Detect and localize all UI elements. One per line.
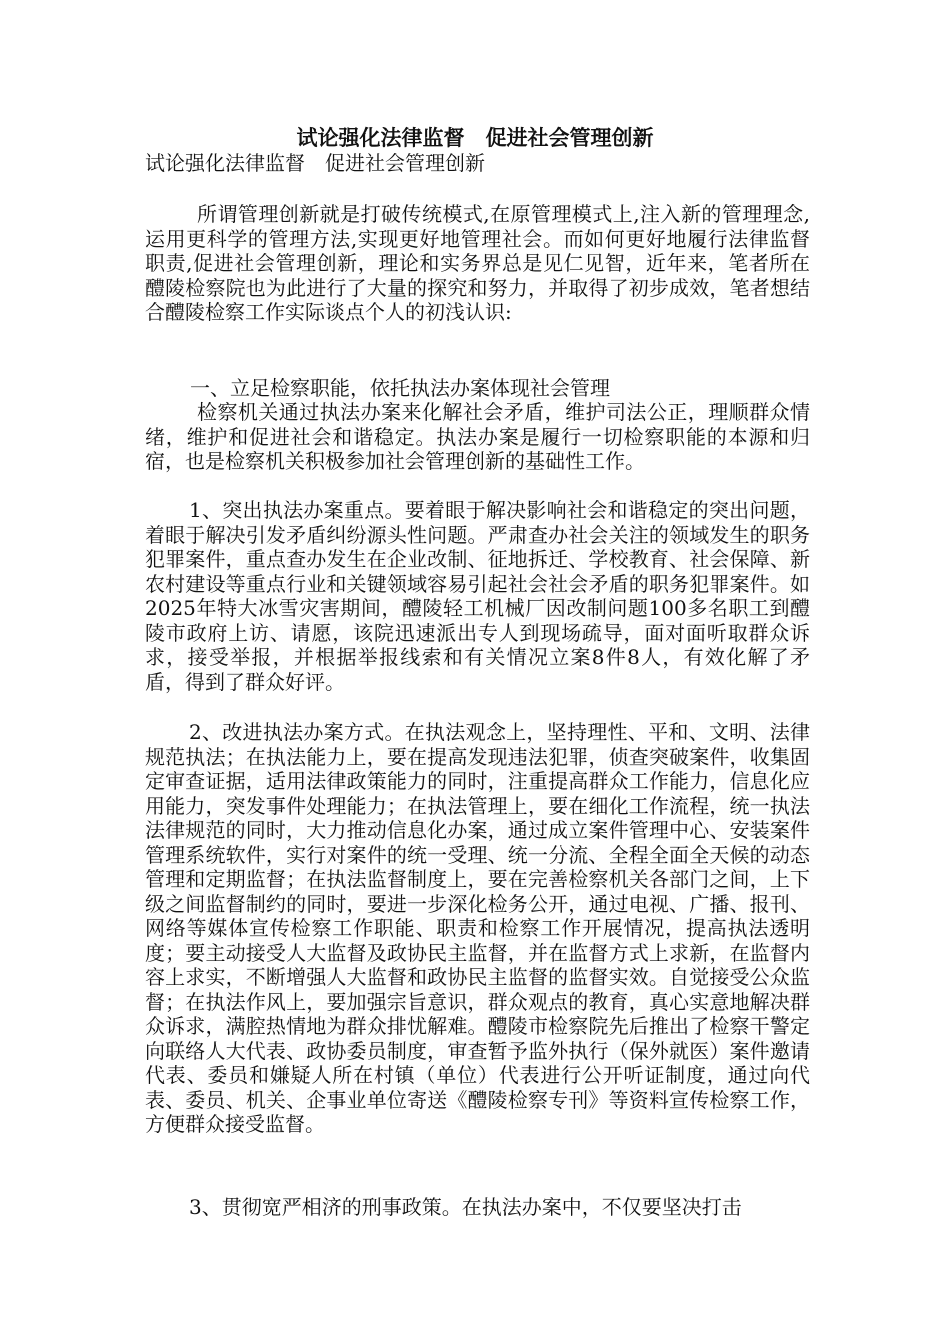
item-1-paragraph: 1、突出执法办案重点。要着眼于解决影响社会和谐稳定的突出问题，着眼于解决引发矛盾纠纷源头性问题。严肃查办社会关注的领域发生的职务犯罪案件，重点查办发生在企业改制、征地拆迁、学校教育、社会保障、新农村建设等重点行业和关键领域容易引起社会社会矛盾的职务犯罪案件。如2025年特大冰雪灾害期间，醴陵轻工机械厂因改制问题100多名职工到醴陵市政府上访、请愿，该院迅速派出专人到现场疏导，面对面听取群众诉求，接受举报，并根据举报线索和有关情况立案8件8人，有效化解了矛盾，得到了群众好评。 [145,498,810,694]
item-2-paragraph: 2、改进执法办案方式。在执法观念上，坚持理性、平和、文明、法律规范执法；在执法能力上，要在提高发现违法犯罪，侦查突破案件，收集固定审查证据，适用法律政策能力的同时，注重提高群众工作能力，信息化应用能力，突发事件处理能力；在执法管理上，要在细化工作流程，统一执法法律规范的同时，大力推动信息化办案，通过成立案件管理中心、安装案件管理系统软件，实行对案件的统一受理、统一分流、全程全面全天候的动态管理和定期监督；在执法监督制度上，要在完善检察机关各部门之间，上下级之间监督制约的同时，要进一步深化检务公开，通过电视、广播、报刊、网络等媒体宣传检察工作职能、职责和检察工作开展情况，提高执法透明度；要主动接受人大监督及政协民主监督，并在监督方式上求新，在监督内容上求实，不断增强人大监督和政协民主监督的监督实效。自觉接受公众监督；在执法作风上，要加强宗旨意识，群众观点的教育，真心实意地解决群众诉求，满腔热情地为群众排忧解难。醴陵市检察院先后推出了检察干警定向联络人大代表、政协委员制度，审查暂予监外执行（保外就医）案件邀请代表、委员和嫌疑人所在村镇（单位）代表进行公开听证制度，通过向代表、委员、机关、企事业单位寄送《醴陵检察专刊》等资料宣传检察工作，方便群众接受监督。 [145,720,810,1136]
section-1-paragraph: 检察机关通过执法办案来化解社会矛盾，维护司法公正，理顺群众情绪，维护和促进社会和谐稳定。执法办案是履行一切检察职能的本源和归宿，也是检察机关积极参加社会管理创新的基础性工作。 [145,400,810,473]
document-title: 试论强化法律监督 促进社会管理创新 [296,125,654,150]
document-subtitle: 试论强化法律监督 促进社会管理创新 [145,151,485,175]
item-3-paragraph: 3、贯彻宽严相济的刑事政策。在执法办案中，不仅要坚决打击 [189,1195,742,1219]
section-heading-1: 一、立足检察职能，依托执法办案体现社会管理 [190,376,610,400]
intro-paragraph: 所谓管理创新就是打破传统模式,在原管理模式上,注入新的管理理念,运用更科学的管理方法,实现更好地管理社会。而如何更好地履行法律监督职责,促进社会管理创新，理论和实务界总是见仁见智，近年来，笔者所在醴陵检察院也为此进行了大量的探究和努力，并取得了初步成效，笔者想结合醴陵检察工作实际谈点个人的初浅认识: [145,202,810,324]
